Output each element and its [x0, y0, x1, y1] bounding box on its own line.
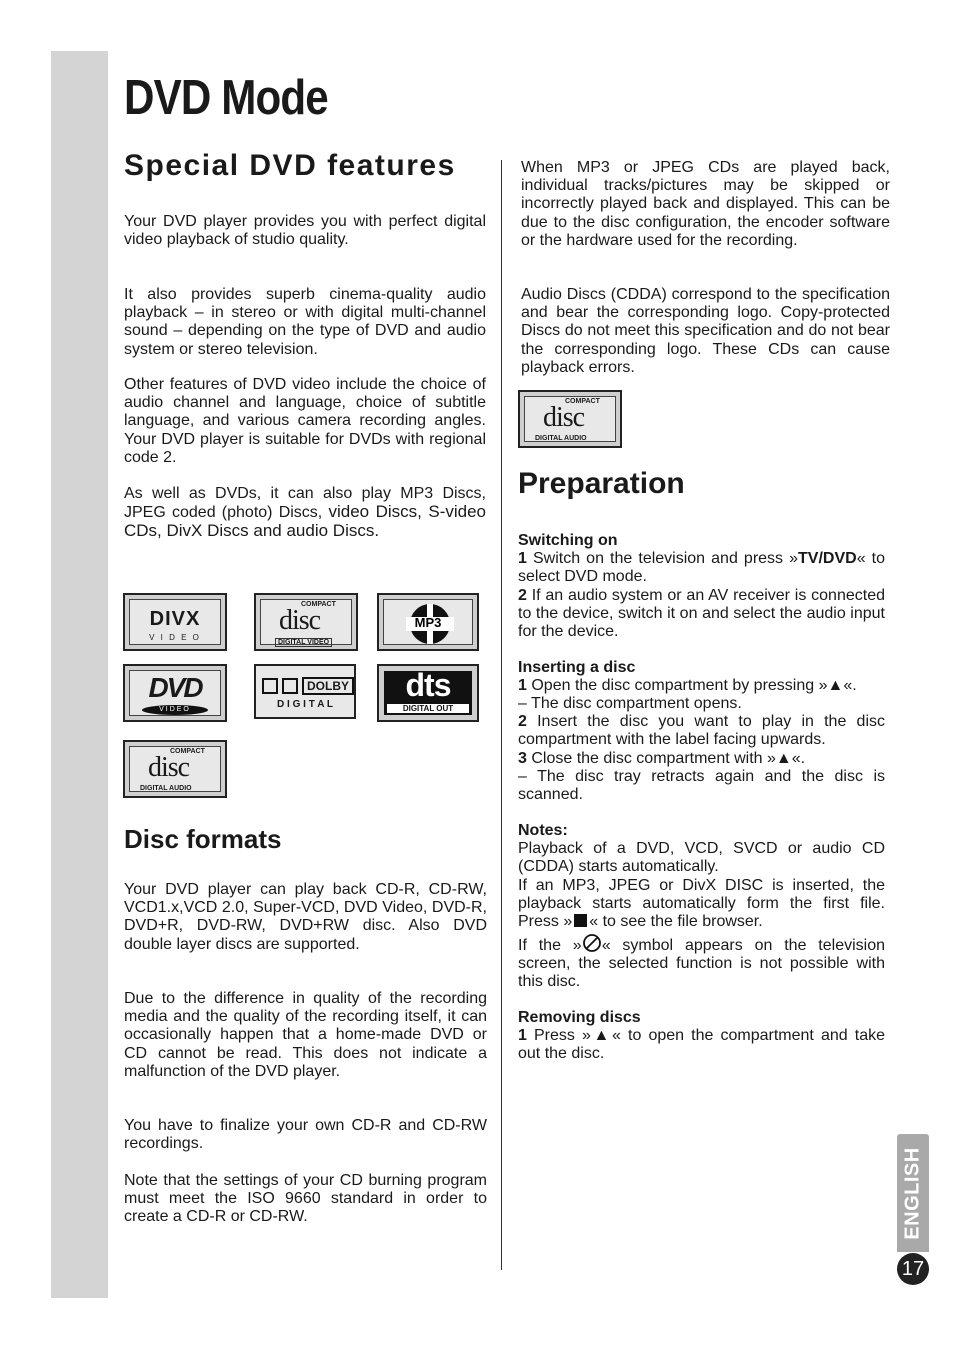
disc-formats-p3: You have to finalize your own CD-R and CD-RW recordings.: [124, 1117, 487, 1153]
switching-step-2: [518, 587, 885, 642]
dts-logo-out: DIGITAL OUT: [387, 704, 469, 713]
column-divider: [501, 160, 502, 1270]
special-features-heading: Special DVD features: [124, 149, 456, 182]
switching-on-title: Switching on: [518, 532, 618, 549]
cd-digital-video-logo: [254, 593, 358, 651]
language-tab: [897, 1134, 929, 1252]
special-formats: [124, 485, 486, 542]
notes-c-text: If the »: [518, 937, 582, 954]
step-number: 2: [518, 713, 527, 730]
notes-b-text: If an MP3, JPEG or DivX DISC is inserted, the playback starts automatically form the first file. Press »: [518, 877, 885, 931]
inserting-step-3-result: – The disc tray retracts again and the disc is scanned.: [518, 768, 885, 804]
notes-b: [518, 877, 885, 932]
tv-dvd-key: TV/DVD: [798, 550, 857, 567]
dts-logo-bg: [384, 667, 472, 715]
dvd-video-logo: [123, 664, 227, 722]
cd-video-label: DIGITAL VIDEO: [275, 638, 332, 647]
cd-digital-audio-logo-right: [518, 390, 622, 448]
divx-logo: [123, 593, 227, 651]
step-text: Switch on the television and press »: [526, 550, 799, 567]
cd-video-disc: disc: [279, 605, 321, 636]
divx-logo-sub: V I D E O: [149, 633, 201, 642]
language-tab-text-wrap: [897, 1134, 929, 1252]
step-number: 1: [518, 550, 527, 567]
cd-audio2-label: DIGITAL AUDIO: [535, 435, 587, 442]
inserting-step-3: [518, 750, 885, 768]
cd-video-compact: COMPACT: [301, 601, 336, 608]
audio-discs-note: Audio Discs (CDDA) correspond to the specification and bear the corresponding logo. Copy-protected Discs do not meet this specification and do not bear the corresponding logo. These CDs can cause playback errors.: [521, 286, 890, 376]
dolby-icon-2: [282, 678, 298, 694]
disc-formats-p2: Due to the difference in quality of the recording media and the quality of the recording itself, it can occasionally happen that a home-made DVD or CD cannot be read. This does not indicate a malfunction of the DVD player.: [124, 990, 487, 1080]
cd-audio2-disc: disc: [543, 402, 585, 433]
dolby-icon: [262, 678, 278, 694]
notes-title: Notes:: [518, 822, 568, 839]
dvd-logo-video: VIDEO: [142, 705, 208, 715]
dts-logo-text: dts: [405, 667, 451, 703]
dolby-digital-text: D I G I T A L: [277, 699, 333, 710]
divx-logo-text: DIVX: [149, 608, 201, 630]
mp3-logo: [377, 593, 479, 651]
page-title: DVD Mode: [124, 71, 328, 125]
notes-c: [518, 933, 885, 992]
step-text: If an audio system or an AV receiver is connected to the device, switch it on and select the audio input for the device.: [518, 587, 885, 641]
cd-audio2-compact: COMPACT: [565, 398, 600, 405]
notes-c-end: « symbol appears on the television screen, the selected function is not possible with this disc.: [518, 937, 886, 991]
dolby-digital-logo: [254, 664, 356, 719]
stop-icon: [574, 914, 587, 927]
removing-step-1: [518, 1027, 885, 1063]
disc-formats-p1: Your DVD player can play back CD-R, CD-RW, VCD1.x,VCD 2.0, Super-VCD, DVD Video, DVD-R, DVD+R, DVD-RW, DVD+RW disc. Also DVD double layer discs are supported.: [124, 881, 487, 953]
cd-audio-compact: COMPACT: [170, 748, 205, 755]
step-number: 2: [518, 587, 527, 604]
step-text-end: « to select DVD mode.: [518, 550, 886, 586]
dvd-logo-text: DVD: [148, 672, 202, 703]
disc-formats-heading: Disc formats: [124, 824, 282, 854]
step-text: Insert the disc you want to play in the disc compartment with the label facing upwards.: [518, 713, 885, 749]
step-text: Close the disc compartment with »▲«.: [526, 750, 806, 767]
preparation-heading: Preparation: [518, 467, 685, 500]
page-sidebar-band: [51, 51, 108, 1298]
removing-title: Removing discs: [518, 1009, 641, 1026]
special-audio: It also provides superb cinema-quality audio playback – in stereo or with digital multi-channel sound – depending on the type of DVD and audio system or stereo television.: [124, 286, 486, 358]
inserting-step-2: [518, 713, 885, 749]
special-intro: Your DVD player provides you with perfect digital video playback of studio quality.: [124, 213, 486, 249]
cd-digital-audio-logo-left: [123, 740, 227, 798]
not-possible-icon: [582, 933, 602, 953]
inserting-step-1-result: – The disc compartment opens.: [518, 695, 742, 712]
notes-b-end: « to see the file browser.: [589, 913, 763, 931]
step-text: Open the disc compartment by pressing »▲«.: [526, 677, 857, 694]
cd-audio-disc: disc: [148, 752, 190, 783]
inserting-title: Inserting a disc: [518, 659, 636, 676]
notes-a: Playback of a DVD, VCD, SVCD or audio CD (CDDA) starts automatically.: [518, 840, 885, 876]
cd-audio-label: DIGITAL AUDIO: [140, 785, 192, 792]
step-number: 1: [518, 1027, 527, 1044]
inserting-step-1: [518, 677, 885, 695]
mp3-jpeg-note: When MP3 or JPEG CDs are played back, individual tracks/pictures may be skipped or incorrectly played back and displayed. This can be due to the disc configuration, the encoder software or the hardware used for the recording.: [521, 159, 890, 249]
page-number: 17: [897, 1253, 929, 1285]
special-formats-b: video Discs, S-video CDs, DivX Discs and audio Discs.: [124, 502, 486, 541]
disc-formats-p4: Note that the settings of your CD burning program must meet the ISO 9660 standard in order to create a CD-R or CD-RW.: [124, 1172, 487, 1226]
dts-logo: [377, 664, 479, 722]
dolby-text: DOLBY: [302, 677, 354, 695]
special-formats-a: As well as DVDs, it can also play MP3 Discs, JPEG coded (photo) Discs,: [124, 485, 486, 522]
mp3-logo-text: MP3: [414, 615, 442, 630]
step-text: Press »▲« to open the compartment and take out the disc.: [518, 1027, 885, 1063]
step-number: 1: [518, 677, 527, 694]
step-number: 3: [518, 750, 527, 767]
language-label: ENGLISH: [901, 1146, 924, 1240]
switching-step-1: [518, 550, 885, 586]
special-features: Other features of DVD video include the choice of audio channel and language, choice of subtitle language, and various camera recording angles. Your DVD player is suitable for DVDs with regional code 2.: [124, 376, 486, 466]
